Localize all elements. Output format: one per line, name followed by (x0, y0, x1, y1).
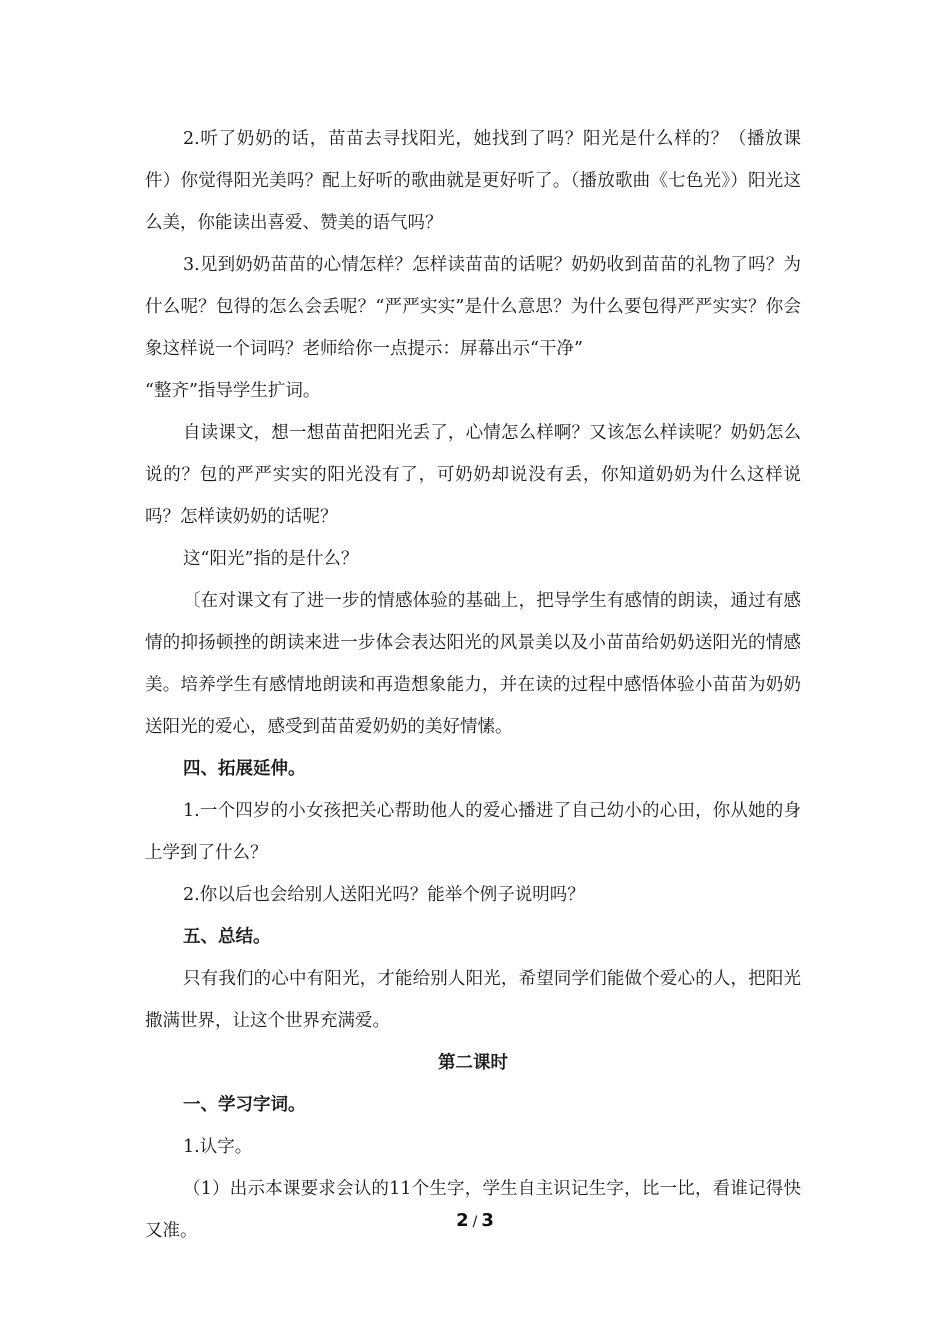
paragraph-word-expansion: “整齐”指导学生扩词。 (145, 381, 321, 401)
document-body (145, 118, 801, 1252)
paragraph-new-characters: （1）出示本课要求会认的11个生字，学生自主识记生字，比一比，看谁记得快又准。 (145, 1179, 801, 1241)
section-heading-vocabulary: 一、学习字词。 (183, 1095, 306, 1115)
lesson-title-second: 第二课时 (438, 1053, 508, 1073)
paragraph-sunshine-question: 这“阳光”指的是什么？ (183, 549, 359, 569)
page-current: 2 (456, 1210, 469, 1231)
page-number-footer (0, 1210, 950, 1231)
paragraph-recognize-characters: 1.认字。 (183, 1137, 253, 1157)
paragraph-extension-2: 2.你以后也会给别人送阳光吗？能举个例子说明吗？ (183, 885, 585, 905)
paragraph-self-reading: 自读课文，想一想苗苗把阳光丢了，心情怎么样啊？又该怎么样读呢？奶奶怎么说的？包的严严实实的阳光没有了，可奶奶却说没有丢，你知道奶奶为什么这样说吗？怎样读奶奶的话呢？ (145, 423, 801, 527)
paragraph-listen-grandma: 2.听了奶奶的话，苗苗去寻找阳光，她找到了吗？阳光是什么样的？（播放课件）你觉得阳光美吗？配上好听的歌曲就是更好听了。（播放歌曲《七色光》）阳光这么美，你能读出喜爱、赞美的语气吗？ (145, 129, 801, 233)
section-heading-summary: 五、总结。 (183, 927, 271, 947)
paragraph-meet-grandma: 3.见到奶奶苗苗的心情怎样？怎样读苗苗的话呢？奶奶收到苗苗的礼物了吗？为什么呢？包得的怎么会丢呢？“严严实实”是什么意思？为什么要包得严严实实？你会象这样说一个词吗？老师给你一点提示：屏幕出示“干净” (145, 255, 801, 359)
paragraph-extension-1: 1.一个四岁的小女孩把关心帮助他人的爱心播进了自己幼小的心田，你从她的身上学到了什么？ (145, 801, 801, 863)
paragraph-design-note: 〔在对课文有了进一步的情感体验的基础上，把导学生有感情的朗读，通过有感情的抑扬顿挫的朗读来进一步体会表达阳光的风景美以及小苗苗给奶奶送阳光的情感美。培养学生有感情地朗读和再造想象能力，并在读的过程中感悟体验小苗苗为奶奶送阳光的爱心，感受到苗苗爱奶奶的美好情愫。 (145, 591, 801, 737)
paragraph-summary: 只有我们的心中有阳光，才能给别人阳光，希望同学们能做个爱心的人，把阳光撒满世界，让这个世界充满爱。 (145, 969, 801, 1031)
page-separator: / (472, 1214, 478, 1230)
page-total: 3 (481, 1210, 494, 1231)
section-heading-extension: 四、拓展延伸。 (183, 759, 306, 779)
